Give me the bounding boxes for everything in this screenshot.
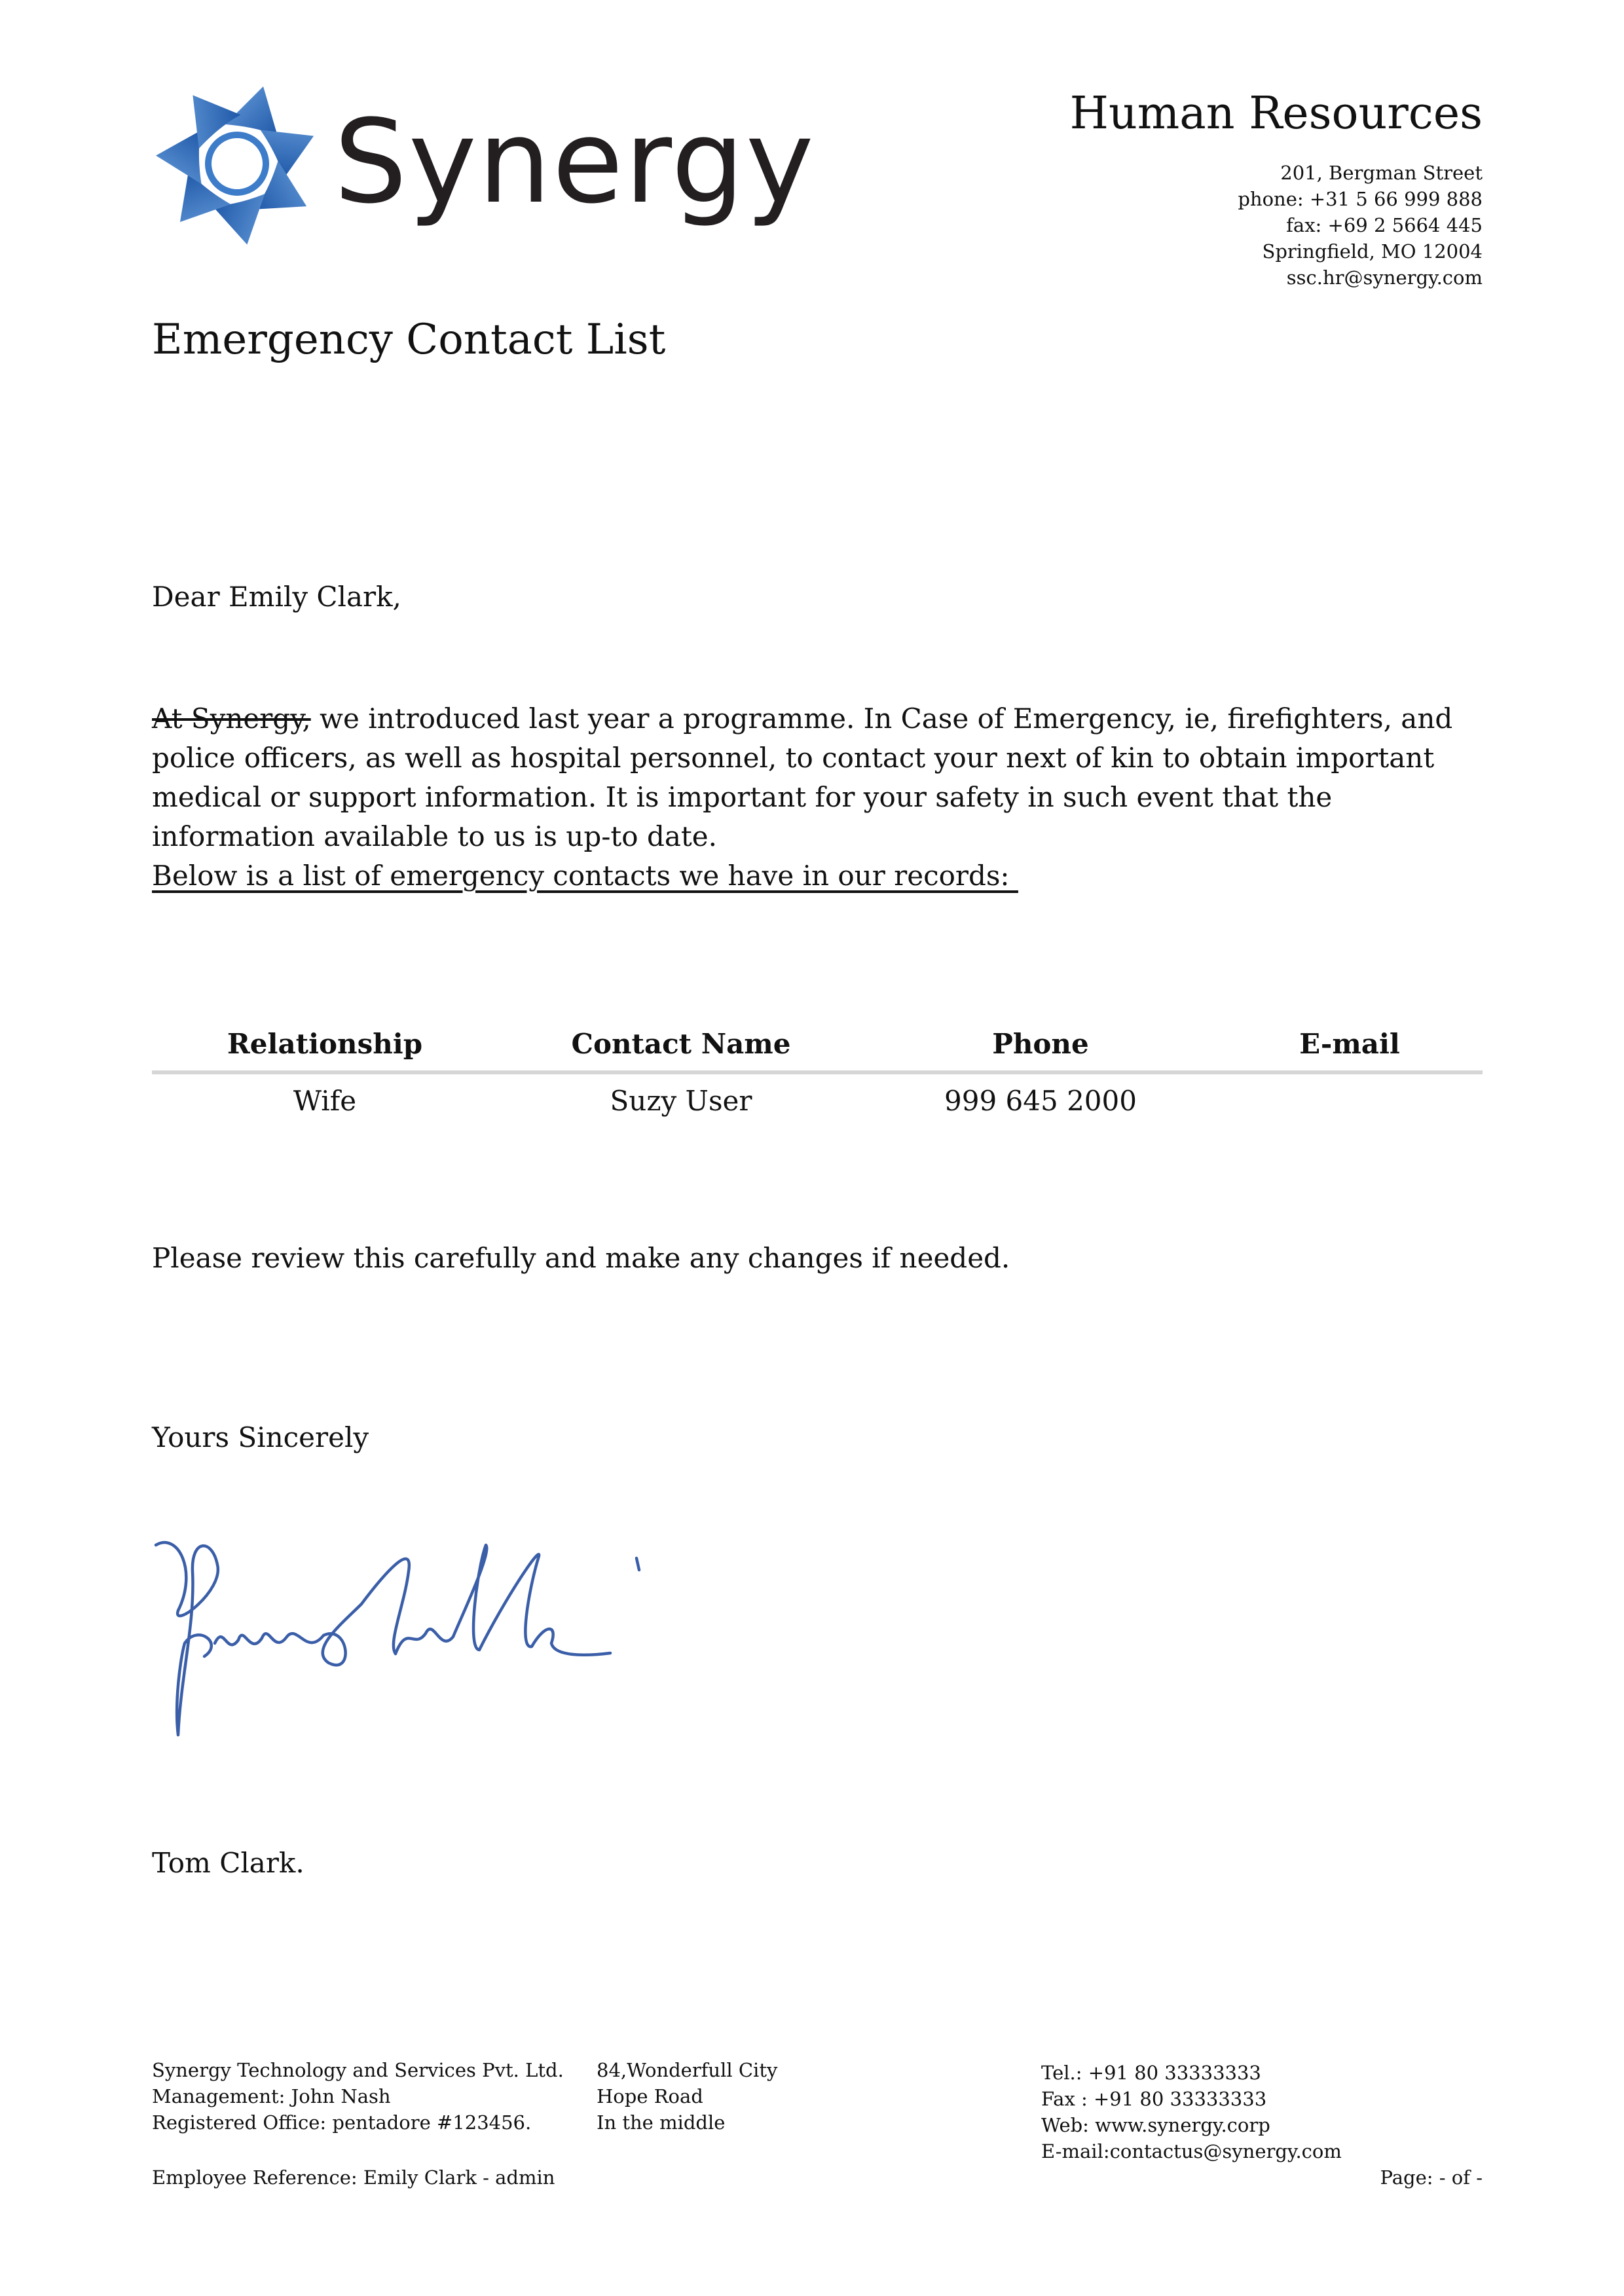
records-intro-line: Below is a list of emergency contacts we have in our records: [152, 860, 1018, 892]
footer-web: Web: www.synergy.corp [1041, 2114, 1270, 2136]
table-row [152, 1074, 1483, 1128]
cell-relationship: Wife [293, 1085, 357, 1117]
intro-paragraph [152, 699, 1481, 856]
header-city: Springfield, MO 12004 [1262, 240, 1483, 263]
handwritten-signature [152, 1525, 650, 1748]
header-phone: Phone [992, 1028, 1089, 1060]
closing-phrase: Yours Sincerely [152, 1421, 369, 1453]
footer-fax: Fax : +91 80 33333333 [1041, 2088, 1267, 2110]
footer-company-name: Synergy Technology and Services Pvt. Ltd. [152, 2059, 564, 2081]
footer-email: E-mail:contactus@synergy.com [1041, 2140, 1342, 2162]
header-relationship: Relationship [227, 1028, 423, 1060]
header-email: ssc.hr@synergy.com [1286, 266, 1483, 289]
cell-contact-name: Suzy User [610, 1085, 752, 1117]
header-contact-name: Contact Name [571, 1028, 791, 1060]
footer-company-block [152, 2057, 564, 2136]
footer-tel: Tel.: +91 80 33333333 [1041, 2062, 1261, 2084]
review-instruction: Please review this carefully and make any changes if needed. [152, 1242, 1010, 1274]
footer-address-line: In the middle [597, 2111, 726, 2134]
cell-phone: 999 645 2000 [944, 1085, 1137, 1117]
header-address-block [1238, 160, 1483, 291]
document-title: Emergency Contact List [152, 316, 666, 364]
intro-struck-text: At Synergy, [152, 702, 311, 735]
header-email: E-mail [1299, 1028, 1400, 1060]
header-street: 201, Bergman Street [1280, 162, 1483, 184]
signer-name: Tom Clark. [152, 1847, 304, 1879]
footer-address-block [597, 2057, 777, 2136]
synergy-star-logo-icon [152, 79, 322, 249]
footer-address-line: Hope Road [597, 2085, 703, 2107]
emergency-contacts-table [152, 1018, 1483, 1128]
footer-registered-office: Registered Office: pentadore #123456. [152, 2111, 532, 2134]
cell-email [1217, 1074, 1483, 1128]
employee-reference: Employee Reference: Emily Clark - admin [152, 2166, 555, 2189]
table-header-row [152, 1018, 1483, 1070]
header-fax: fax: +69 2 5664 445 [1286, 214, 1483, 236]
footer-contact-block [1041, 2060, 1342, 2164]
company-logo [152, 79, 815, 249]
footer-address-line: 84,Wonderfull City [597, 2059, 778, 2081]
footer-management: Management: John Nash [152, 2085, 391, 2107]
page-number: Page: - of - [1380, 2166, 1483, 2189]
intro-text: we introduced last year a programme. In Case of Emergency, ie, firefighters, and police officers, as well as hospital personnel, to contact your next of kin to obtain important medical or support information. It is important for your safety in such event that the information available to us is up-to date. [152, 702, 1453, 852]
salutation: Dear Emily Clark, [152, 581, 401, 613]
header-phone: phone: +31 5 66 999 888 [1238, 188, 1483, 210]
logo-wordmark: Synergy [334, 95, 815, 229]
department-title: Human Resources [1069, 88, 1483, 139]
